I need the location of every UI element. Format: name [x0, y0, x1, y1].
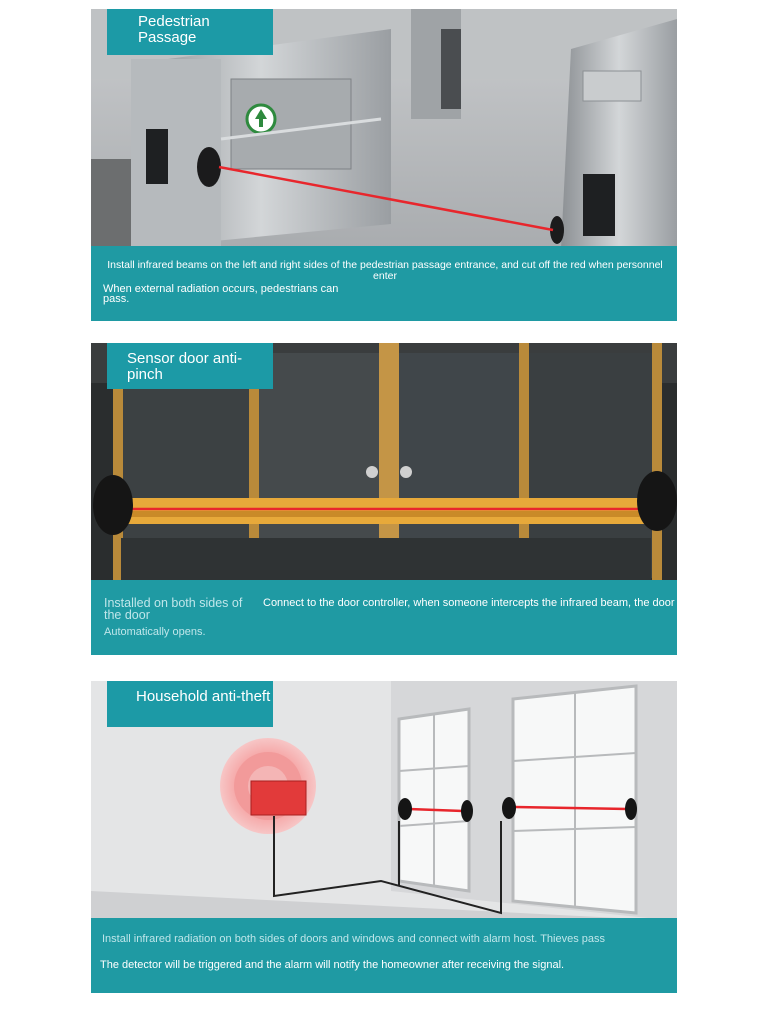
caption-left: Installed on both sides of the door — [104, 596, 243, 622]
caption-main: Install infrared radiation on both sides of doors and windows and connect with alarm host. Thieves pass — [102, 933, 606, 945]
caption-sub: The detector will be triggered and the alarm will notify the homeowner after receiving the signal. — [100, 959, 565, 971]
panel-title — [107, 9, 273, 55]
title-text: Household anti-theft — [136, 688, 271, 705]
caption-band — [91, 918, 677, 993]
panel-title — [107, 681, 273, 727]
caption-band — [91, 580, 677, 655]
title-line-1: Pedestrian — [138, 13, 210, 30]
panel-pedestrian-passage — [91, 9, 677, 321]
caption-right: Connect to the door controller, when someone intercepts the infrared beam, the door — [263, 597, 675, 609]
panel-sensor-door — [91, 343, 677, 655]
caption-main: Install infrared beams on the left and right sides of the pedestrian passage entrance, and cut off the red when personnel enter — [107, 259, 663, 282]
caption-sub: Automatically opens. — [104, 626, 206, 638]
caption-band — [91, 246, 677, 321]
caption-sub: When external radiation occurs, pedestrians can pass. — [103, 283, 339, 305]
title-text: Sensor door anti-pinch — [127, 350, 243, 383]
title-line-2: Passage — [138, 29, 197, 46]
panel-household-anti-theft — [91, 681, 677, 993]
panel-title — [107, 343, 273, 389]
